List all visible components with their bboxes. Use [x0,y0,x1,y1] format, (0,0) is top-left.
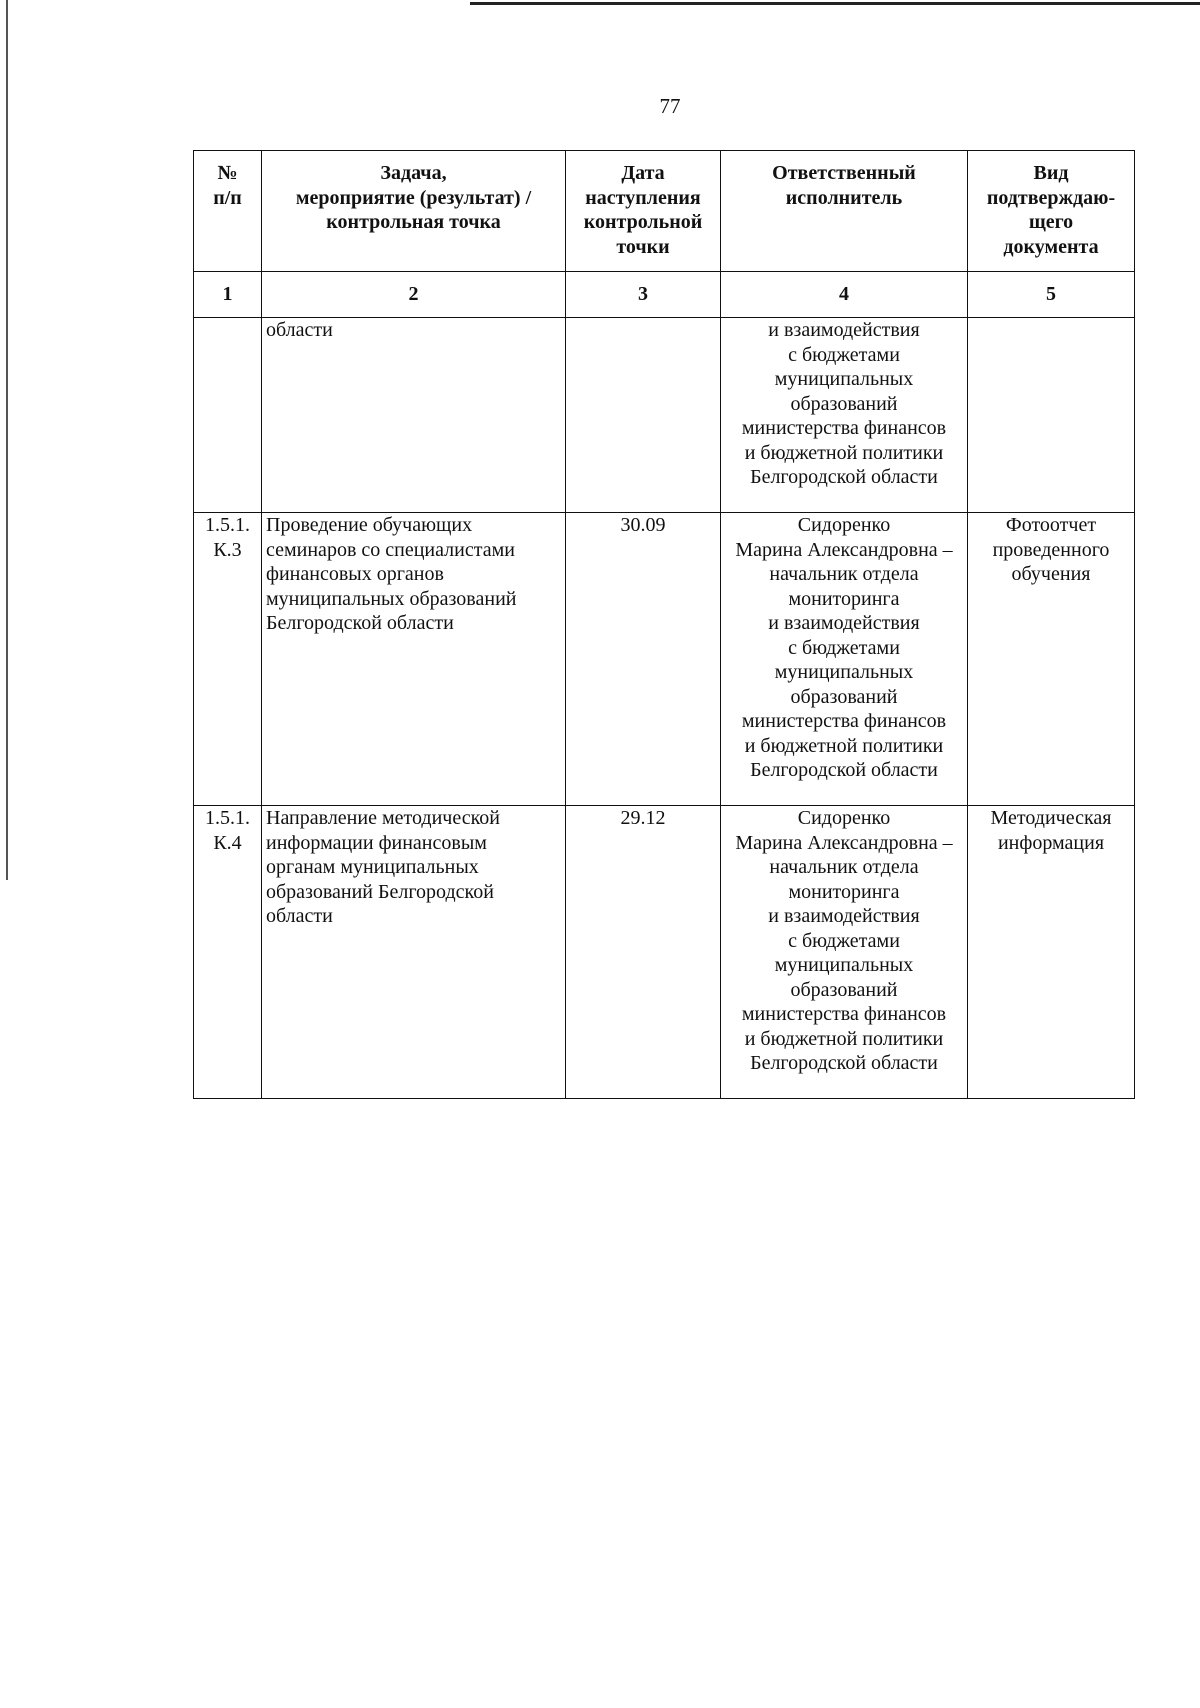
column-number: 4 [721,272,968,318]
cell-responsible: Сидоренко Марина Александровна – начальник отдела мониторинга и взаимодействия с бюджетами муниципальных образований министерства финансов и бюджетной политики Белгородской области [721,513,968,806]
page-number: 77 [659,94,681,118]
control-points-table [193,150,1135,1099]
cell-document: Методическая информация [968,806,1135,1099]
table-row [194,806,1135,1099]
cell-responsible: и взаимодействия с бюджетами муниципальных образований министерства финансов и бюджетной политики Белгородской области [721,318,968,513]
cell-number [194,318,262,513]
cell-date: 30.09 [566,513,721,806]
header-cell-date: Дата наступления контрольной точки [566,151,721,272]
scan-edge-left [6,0,8,880]
cell-document [968,318,1135,513]
cell-responsible: Сидоренко Марина Александровна – начальник отдела мониторинга и взаимодействия с бюджетами муниципальных образований министерства финансов и бюджетной политики Белгородской области [721,806,968,1099]
column-number: 1 [194,272,262,318]
scan-edge-top [470,2,1200,5]
column-number: 2 [262,272,566,318]
cell-date: 29.12 [566,806,721,1099]
table-header-row [194,151,1135,272]
cell-task: области [262,318,566,513]
cell-task: Проведение обучающих семинаров со специалистами финансовых органов муниципальных образований Белгородской области [262,513,566,806]
column-number: 5 [968,272,1135,318]
header-cell-document: Вид подтверждаю- щего документа [968,151,1135,272]
cell-date [566,318,721,513]
cell-number: 1.5.1. К.3 [194,513,262,806]
cell-number: 1.5.1. К.4 [194,806,262,1099]
column-number-row [194,272,1135,318]
table-row-continuation [194,318,1135,513]
cell-task: Направление методической информации финансовым органам муниципальных образований Белгородской области [262,806,566,1099]
header-cell-responsible: Ответственный исполнитель [721,151,968,272]
cell-document: Фотоотчет проведенного обучения [968,513,1135,806]
header-cell-task: Задача, мероприятие (результат) / контрольная точка [262,151,566,272]
header-cell-number: № п/п [194,151,262,272]
table-row [194,513,1135,806]
column-number: 3 [566,272,721,318]
